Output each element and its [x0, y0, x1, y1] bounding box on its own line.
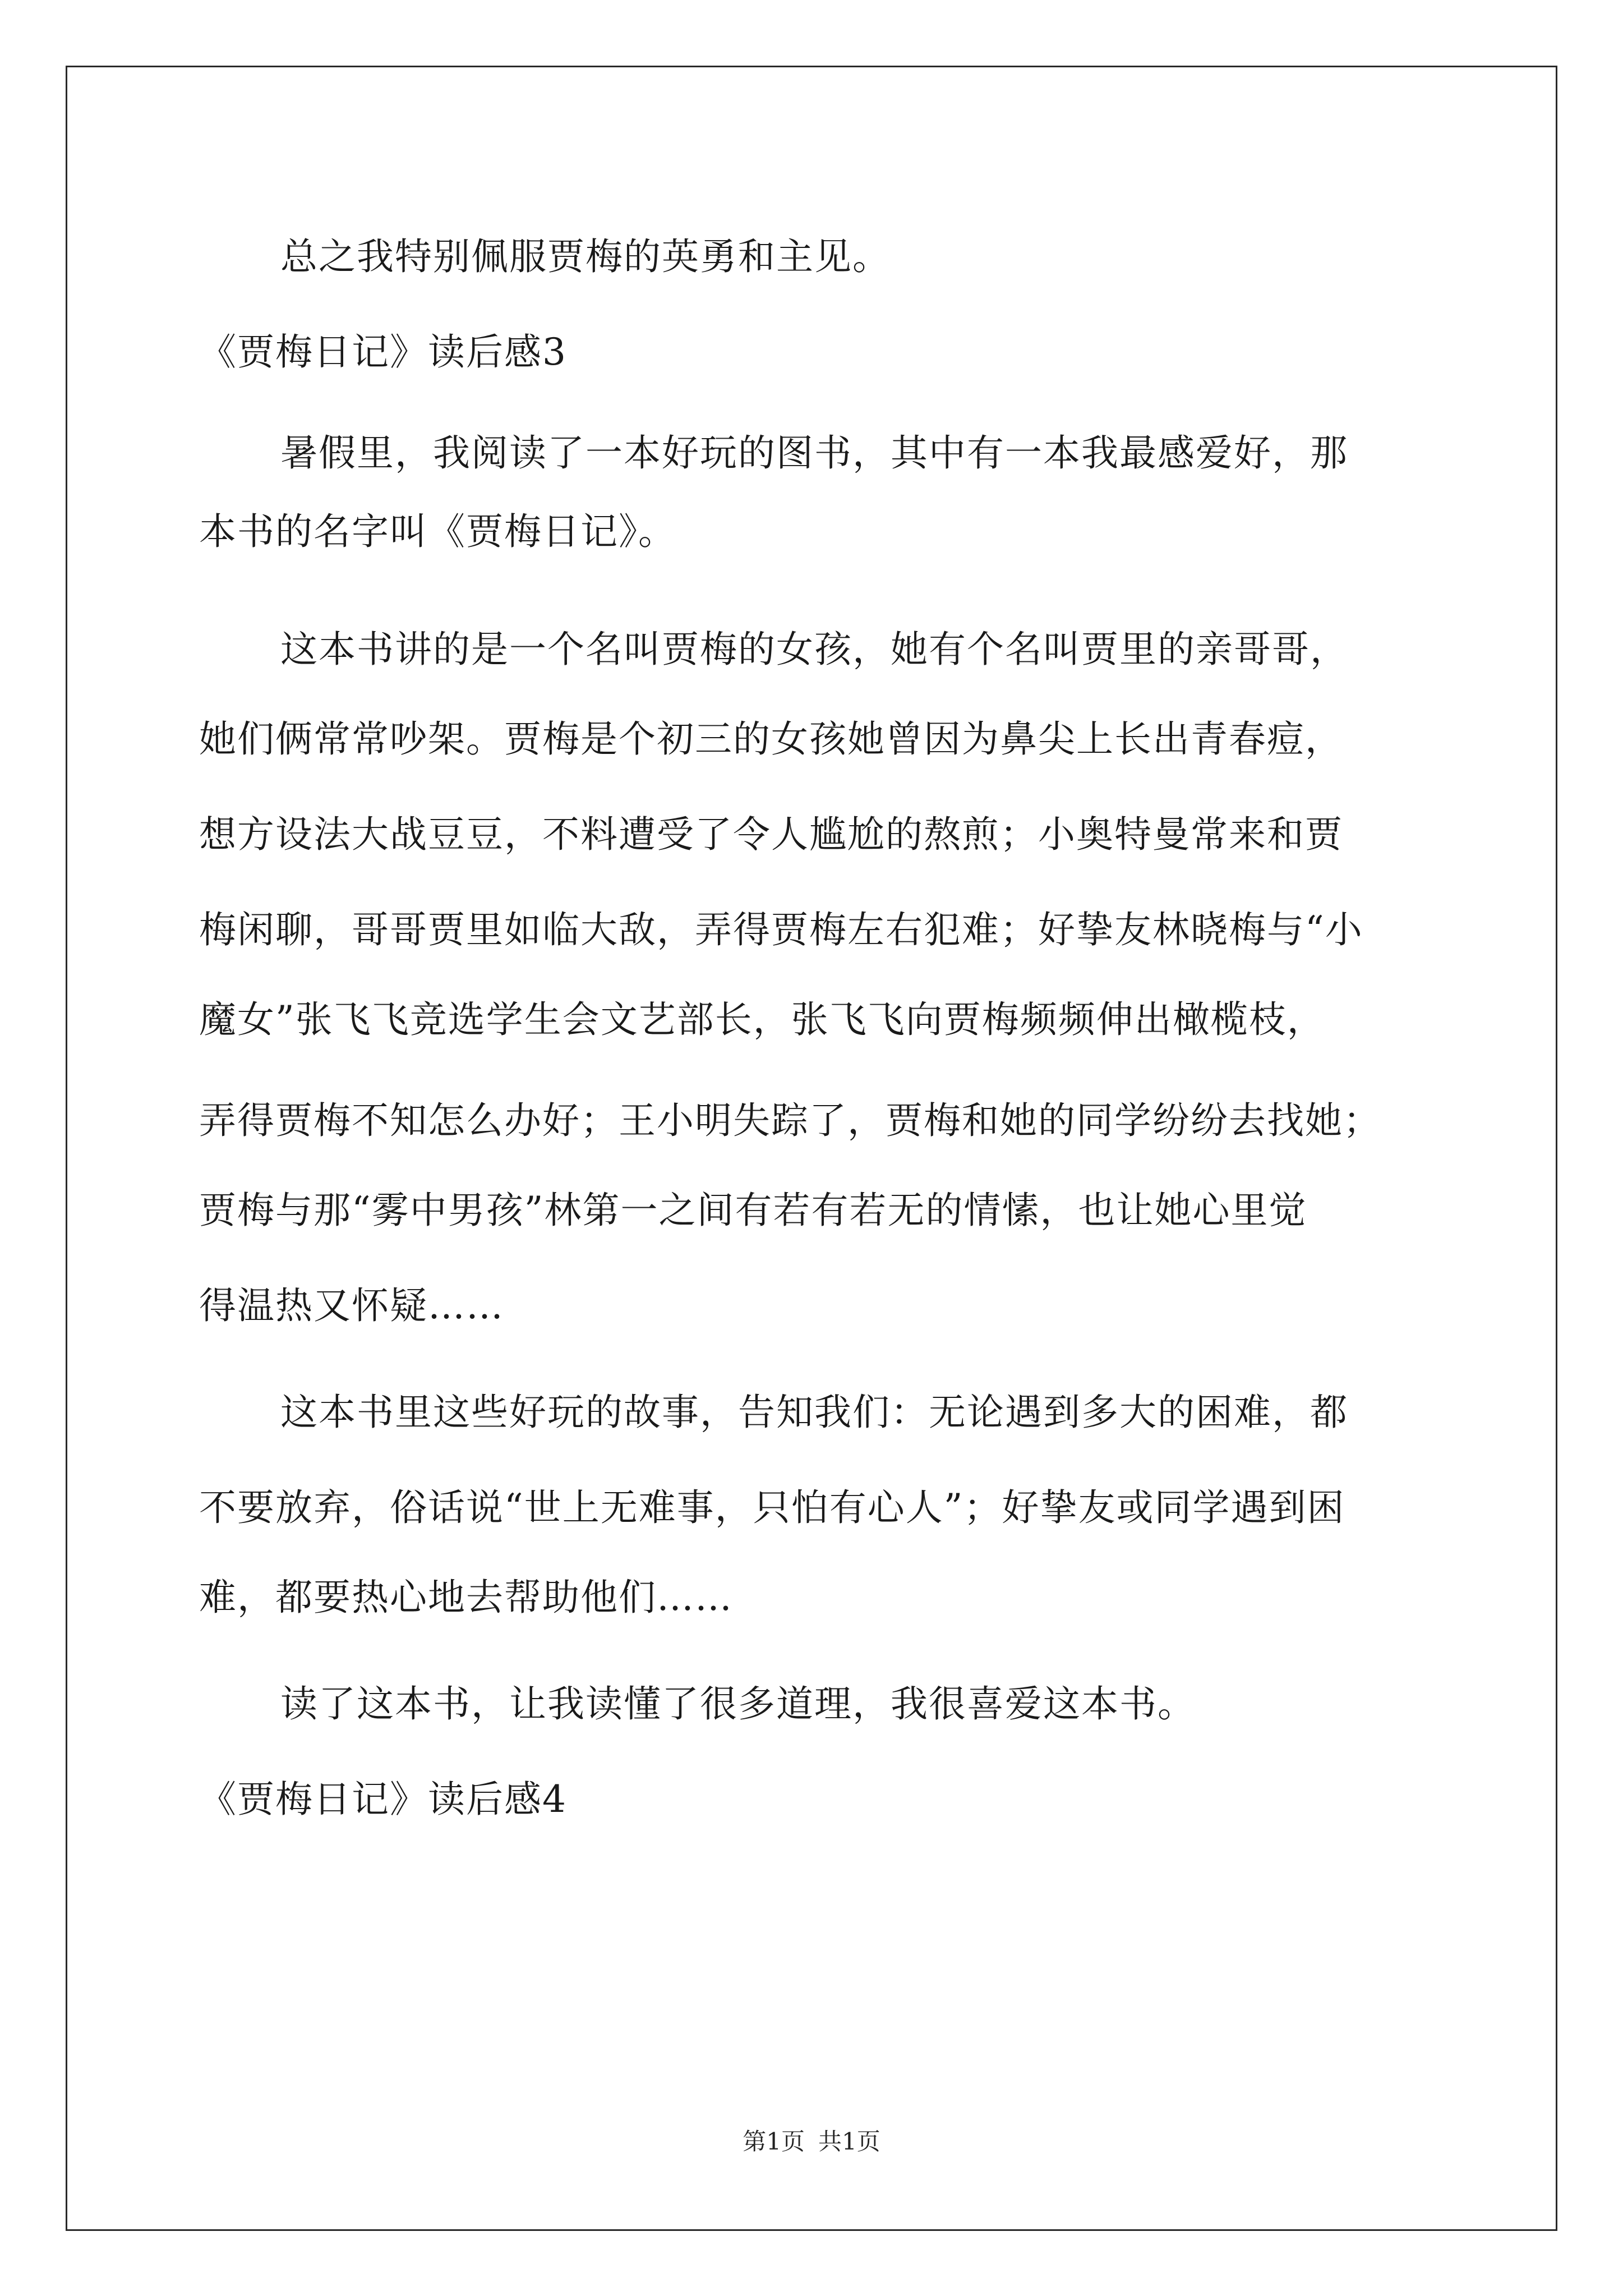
paragraph-line: 弄得贾梅不知怎么办好；王小明失踪了，贾梅和她的同学纷纷去找她； — [199, 1099, 1381, 1142]
paragraph-line: 难，都要热心地去帮助他们…… — [199, 1576, 733, 1619]
paragraph-line: 得温热又怀疑…… — [199, 1284, 504, 1327]
paragraph-line: 这本书讲的是一个名叫贾梅的女孩，她有个名叫贾里的亲哥哥， — [280, 628, 1348, 671]
section-heading: 《贾梅日记》读后感3 — [199, 330, 567, 374]
page-number-total: 共1页 — [818, 2128, 880, 2155]
page-border — [66, 66, 1557, 2231]
paragraph-line: 这本书里这些好玩的故事，告知我们：无论遇到多大的困难，都 — [280, 1391, 1348, 1434]
paragraph-line: 魔女”张飞飞竞选学生会文艺部长，张飞飞向贾梅频频伸出橄榄枝， — [199, 998, 1325, 1041]
paragraph-line: 贾梅与那“雾中男孩”林第一之间有若有若无的情愫，也让她心里觉 — [199, 1189, 1307, 1232]
paragraph-line: 总之我特别佩服贾梅的英勇和主见。 — [280, 235, 891, 278]
paragraph-line: 暑假里，我阅读了一本好玩的图书，其中有一本我最感爱好，那 — [280, 431, 1348, 475]
paragraph-line: 读了这本书，让我读懂了很多道理，我很喜爱这本书。 — [280, 1682, 1196, 1726]
page-footer — [0, 2125, 1623, 2159]
page-number-current: 第1页 — [743, 2128, 805, 2155]
section-heading: 《贾梅日记》读后感4 — [199, 1778, 567, 1821]
paragraph-line: 不要放弃，俗话说“世上无难事，只怕有心人”；好挚友或同学遇到困 — [199, 1486, 1345, 1529]
paragraph-line: 梅闲聊，哥哥贾里如临大敌，弄得贾梅左右犯难；好挚友林晓梅与“小 — [199, 908, 1363, 951]
paragraph-line: 本书的名字叫《贾梅日记》。 — [199, 510, 676, 553]
paragraph-line: 她们俩常常吵架。贾梅是个初三的女孩她曾因为鼻尖上长出青春痘， — [199, 717, 1343, 761]
paragraph-line: 想方设法大战豆豆，不料遭受了令人尴尬的熬煎；小奥特曼常来和贾 — [199, 813, 1343, 856]
